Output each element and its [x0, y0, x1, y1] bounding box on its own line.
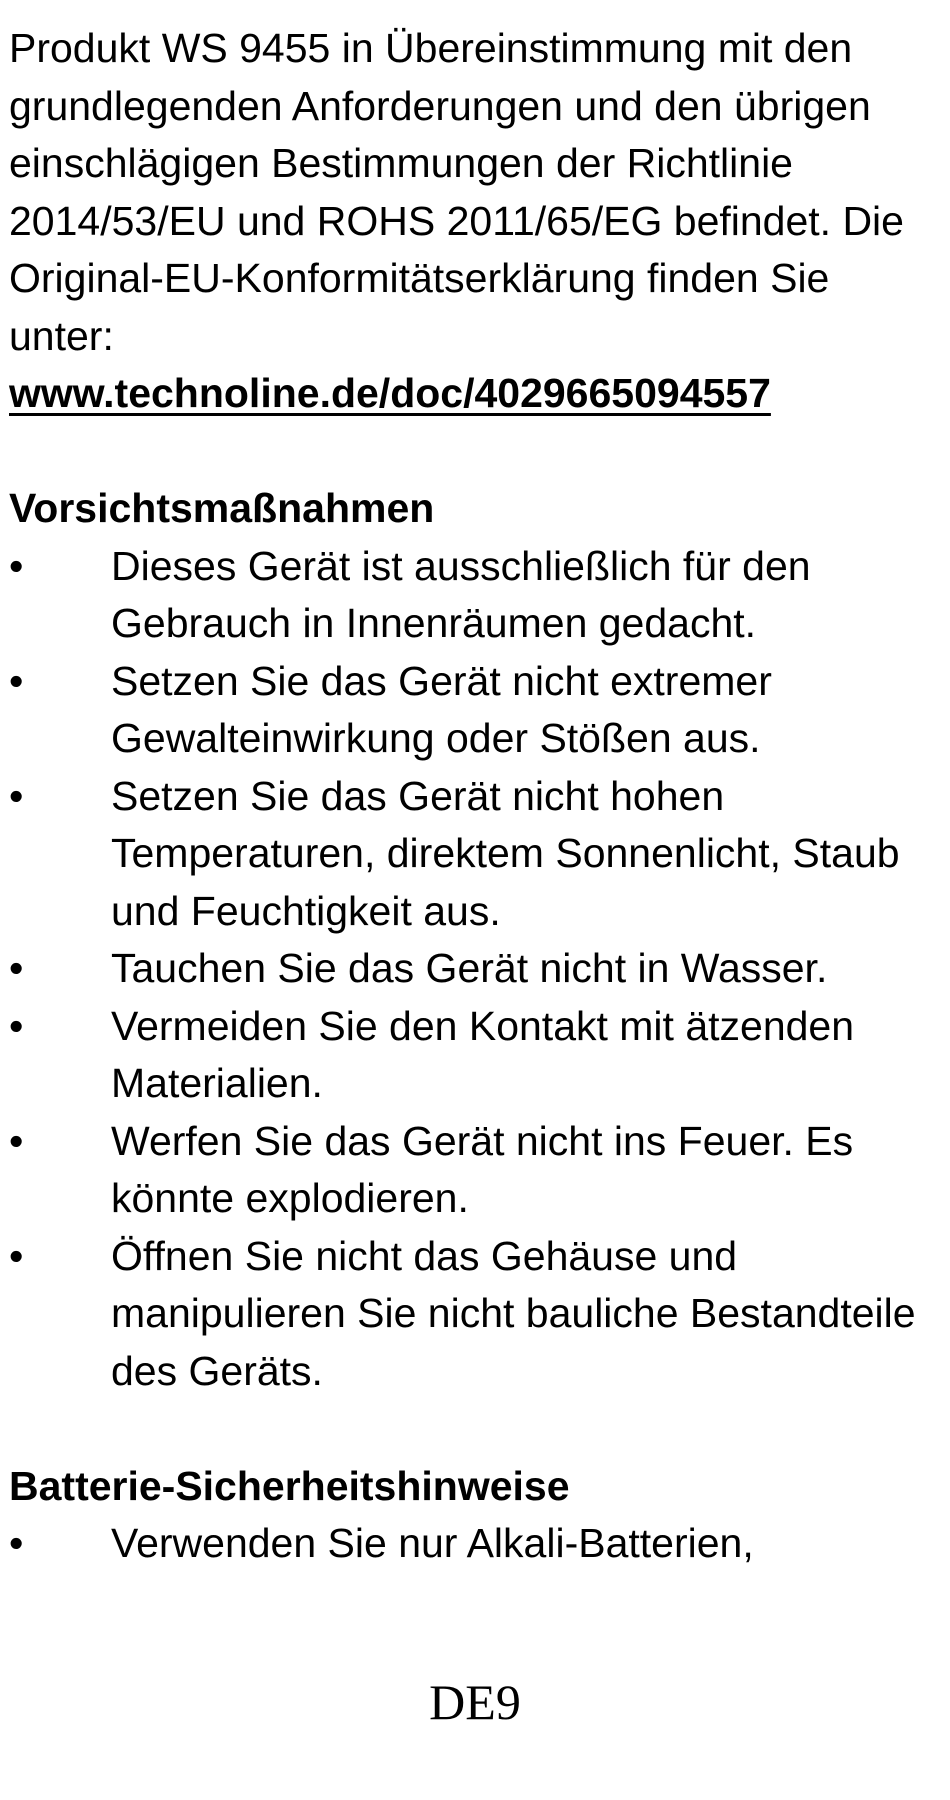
- list-item-text: Verwenden Sie nur Alkali-Batterien,: [111, 1520, 754, 1566]
- list-item: [9, 653, 929, 768]
- list-item-text: Tauchen Sie das Gerät nicht in Wasser.: [111, 945, 828, 991]
- list-item: [9, 768, 929, 941]
- bullet-icon: •: [9, 1520, 24, 1566]
- list-item-text: Setzen Sie das Gerät nicht hohen Temperaturen, direktem Sonnenlicht, Staub und Feuchtigkeit aus.: [111, 772, 900, 934]
- intro-text: Produkt WS 9455 in Übereinstimmung mit den grundlegenden Anforderungen und den übrigen einschlägigen Bestimmungen der Richtlinie 2014/53/EU und ROHS 2011/65/EG befindet. Die Original-EU-Konformitätserklärung finden Sie unter:: [9, 25, 904, 359]
- bullet-icon: •: [9, 1117, 24, 1164]
- list-item-text: Setzen Sie das Gerät nicht extremer Gewalteinwirkung oder Stößen aus.: [111, 657, 772, 761]
- precautions-list: [9, 538, 944, 1401]
- list-item: [9, 1228, 929, 1401]
- list-item: [9, 1113, 929, 1228]
- bullet-icon: •: [9, 945, 24, 991]
- list-item-text: Öffnen Sie nicht das Gehäuse und manipulieren Sie nicht bauliche Bestandteile des Geräts.: [111, 1232, 916, 1394]
- list-item: [9, 940, 929, 998]
- page-content: [9, 20, 944, 1573]
- doc-link[interactable]: www.technoline.de/doc/4029665094557: [9, 370, 771, 416]
- list-item-text: Werfen Sie das Gerät nicht ins Feuer. Es könnte explodieren.: [111, 1117, 854, 1221]
- list-item: [9, 1515, 929, 1573]
- battery-list: [9, 1515, 944, 1573]
- bullet-icon: •: [9, 657, 24, 704]
- bullet-icon: •: [9, 1002, 24, 1049]
- bullet-icon: •: [9, 1232, 24, 1279]
- list-item: [9, 998, 929, 1113]
- page-number: DE9: [429, 1674, 521, 1730]
- intro-paragraph: [9, 20, 939, 423]
- list-item-text: Dieses Gerät ist ausschließlich für den Gebrauch in Innenräumen gedacht.: [111, 542, 811, 646]
- bullet-icon: •: [9, 542, 24, 589]
- precautions-heading: Vorsichtsmaßnahmen: [9, 485, 435, 531]
- list-item-text: Vermeiden Sie den Kontakt mit ätzenden Materialien.: [111, 1002, 855, 1106]
- bullet-icon: •: [9, 772, 24, 819]
- battery-heading: Batterie-Sicherheitshinweise: [9, 1462, 570, 1509]
- list-item: [9, 538, 929, 653]
